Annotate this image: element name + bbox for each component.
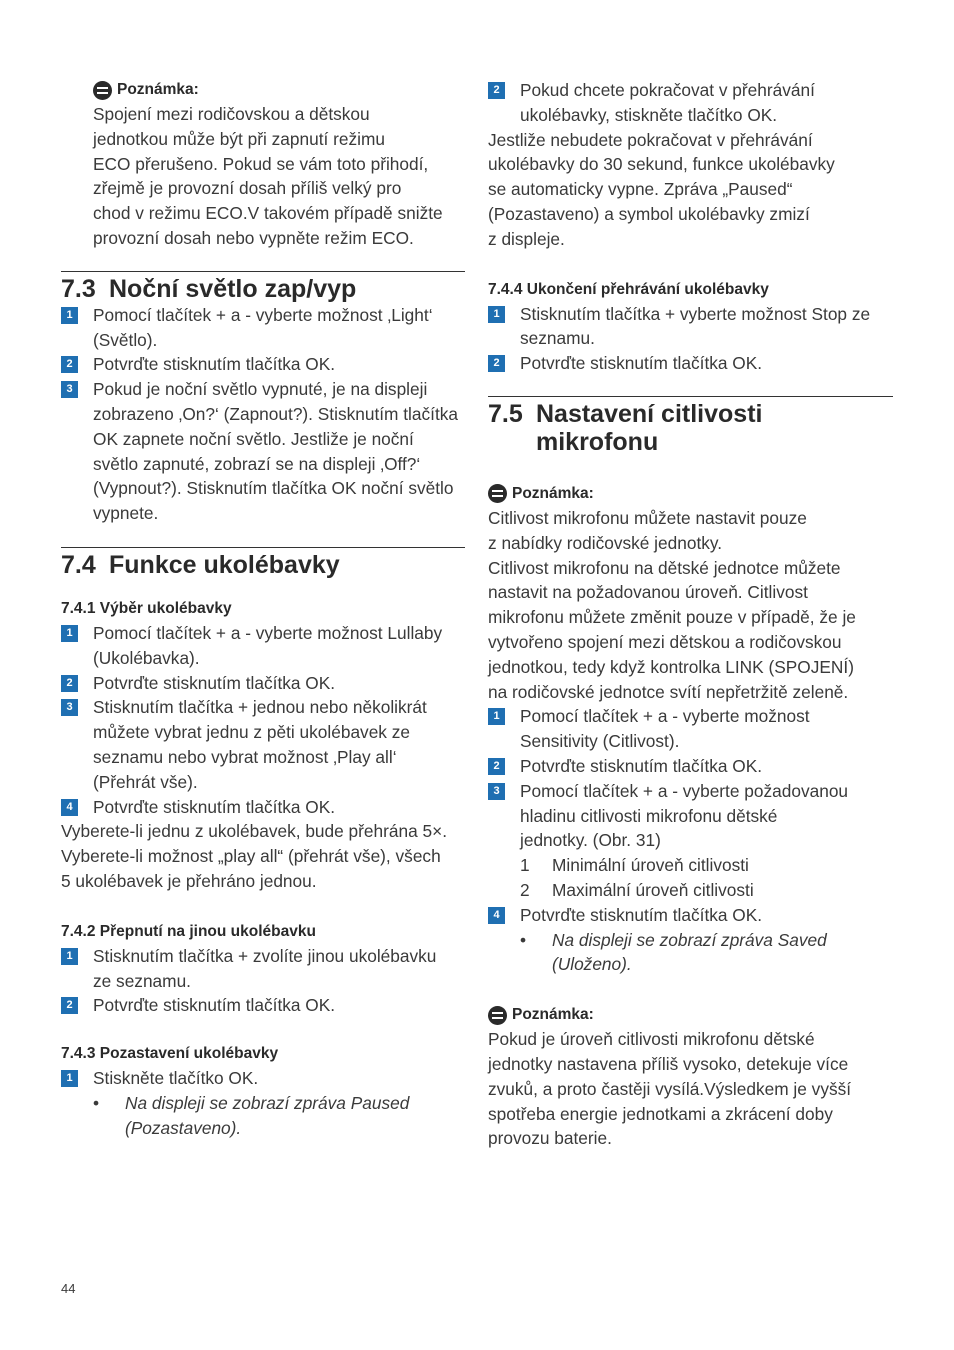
step-item xyxy=(61,303,465,353)
text-line: můžete vybrat jednu z pěti ukolébavek ze xyxy=(93,722,411,743)
text-line: ukolébavky, stiskněte tlačítko OK. xyxy=(520,104,778,125)
text-line: OK zapnete noční světlo. Jestliže je noční xyxy=(93,428,414,449)
text-line: Citlivost mikrofonu můžete nastavit pouze xyxy=(488,507,807,528)
sub-list-number: 2 xyxy=(520,879,530,900)
text-line: zřejmě je provozní dosah příliš velký pro xyxy=(93,178,402,199)
step-number-badge: 1 xyxy=(488,708,505,725)
step-item xyxy=(61,377,465,526)
step-item xyxy=(61,795,465,820)
text-line: Stisknutím tlačítka + jednou nebo několikrát xyxy=(93,697,427,718)
step-number-badge: 1 xyxy=(61,625,78,642)
subsection-heading-7-4-3: 7.4.3 Pozastavení ukolébavky xyxy=(61,1045,279,1063)
text-line: Potvrďte stisknutím tlačítka OK. xyxy=(520,904,763,925)
text-line: Pokud chcete pokračovat v přehrávání xyxy=(520,80,815,100)
text-line: Pomocí tlačítek + a - vyberte možnost ‚Light‘ xyxy=(93,304,433,325)
step-number-badge: 2 xyxy=(488,82,505,99)
step-item xyxy=(488,351,893,376)
section-heading-7-4 xyxy=(61,547,465,579)
step-number-badge: 1 xyxy=(61,948,78,965)
section-title: Funkce ukolébavky xyxy=(109,550,340,579)
bullet-dot: • xyxy=(520,929,527,950)
subsection-heading-7-4-2: 7.4.2 Přepnutí na jinou ukolébavku xyxy=(61,922,316,940)
note-heading xyxy=(93,78,465,102)
step-number-badge: 1 xyxy=(488,306,505,323)
text-line: na rodičovské jednotce svítí nepřetržitě zeleně. xyxy=(488,681,849,702)
text-line: (Pozastaveno). xyxy=(125,1117,242,1138)
text-line: z nabídky rodičovské jednotky. xyxy=(488,532,723,553)
text-line: jednotkou může být při zapnutí režimu xyxy=(93,128,386,149)
step-item xyxy=(61,944,465,994)
step-item xyxy=(61,352,465,377)
text-line: hladinu citlivosti mikrofonu dětské xyxy=(520,805,778,826)
note-text xyxy=(93,102,465,251)
note-title: Poznámka: xyxy=(117,81,199,98)
text-line: světlo zapnuté, zobrazí se na displeji ‚Off?‘ xyxy=(93,453,421,474)
text-line: Stisknutím tlačítka + zvolíte jinou ukolébavku xyxy=(93,945,437,966)
section-number: 7.3 xyxy=(61,274,96,303)
left-column xyxy=(61,78,465,1141)
step-item xyxy=(488,779,893,853)
step-number-badge: 4 xyxy=(61,799,78,816)
step-number-badge: 2 xyxy=(61,997,78,1014)
text-line: Potvrďte stisknutím tlačítka OK. xyxy=(93,995,336,1016)
text-line: zobrazeno ‚On?‘ (Zapnout?). Stisknutím tlačítka xyxy=(93,403,458,424)
section-number: 7.5 xyxy=(488,399,523,428)
sub-list-text: Minimální úroveň citlivosti xyxy=(552,855,749,876)
text-line: se automaticky vypne. Zpráva „Paused“ xyxy=(488,179,793,200)
text-line: mikrofonu můžete změnit pouze v případě, že je xyxy=(488,607,856,628)
text-line: Stisknutím tlačítka + vyberte možnost Stop ze xyxy=(520,303,871,324)
text-line: (Uloženo). xyxy=(552,954,632,975)
text-line: z displeje. xyxy=(488,228,565,249)
note-heading xyxy=(488,1003,893,1027)
text-line: Stiskněte tlačítko OK. xyxy=(93,1068,259,1089)
section-heading-7-5 xyxy=(488,396,893,456)
text-line: seznamu. xyxy=(520,328,595,349)
text-line: ECO přerušeno. Pokud se vám toto přihodí, xyxy=(93,153,429,174)
text-line: Na displeji se zobrazí zpráva Paused xyxy=(125,1092,410,1113)
note-heading xyxy=(488,482,893,506)
note-icon xyxy=(93,81,112,100)
right-column xyxy=(488,78,893,1151)
text-line: Potvrďte stisknutím tlačítka OK. xyxy=(93,354,336,375)
section-heading-7-3 xyxy=(61,271,465,303)
text-line: 5 ukolébavek je přehráno jednou. xyxy=(61,870,317,891)
step-number-badge: 2 xyxy=(488,758,505,775)
bullet-item xyxy=(61,1091,465,1141)
section-title: Noční světlo zap/vyp xyxy=(109,274,357,303)
text-line: ze seznamu. xyxy=(93,970,191,991)
text-line: spotřeba energie jednotkami a zkrácení doby xyxy=(488,1103,833,1124)
step-item xyxy=(61,621,465,671)
step-item xyxy=(61,671,465,696)
sub-list-number: 1 xyxy=(520,855,530,876)
text-line: Citlivost mikrofonu na dětské jednotce můžete xyxy=(488,557,841,578)
text-line: (Vypnout?). Stisknutím tlačítka OK noční světlo xyxy=(93,478,454,499)
step-number-badge: 3 xyxy=(61,699,78,716)
step-item xyxy=(488,302,893,352)
text-line: Potvrďte stisknutím tlačítka OK. xyxy=(93,796,336,817)
section-number: 7.4 xyxy=(61,550,96,579)
step-item xyxy=(488,704,893,754)
text-line: nastavit na požadovanou úroveň. Citlivost xyxy=(488,582,808,603)
text-line: Potvrďte stisknutím tlačítka OK. xyxy=(93,672,336,693)
text-line: Pomocí tlačítek + a - vyberte možnost xyxy=(520,706,810,727)
note-icon xyxy=(488,1006,507,1025)
text-line: jednotkou, tedy když kontrolka LINK (SPOJENÍ) xyxy=(488,656,854,677)
note-text xyxy=(488,1027,893,1151)
text-line: Pomocí tlačítek + a - vyberte možnost Lullaby xyxy=(93,622,443,643)
text-line: provozní dosah nebo vypněte režim ECO. xyxy=(93,227,414,248)
text-line: vytvořeno spojení mezi dětskou a rodičovskou xyxy=(488,631,842,652)
step-item xyxy=(488,78,893,128)
paragraph xyxy=(61,819,465,893)
text-line: Pomocí tlačítek + a - vyberte požadovanou xyxy=(520,780,849,801)
subsection-heading-7-4-1: 7.4.1 Výběr ukolébavky xyxy=(61,599,232,617)
text-line: jednotky. (Obr. 31) xyxy=(520,830,661,851)
paragraph xyxy=(488,128,893,252)
bullet-dot: • xyxy=(93,1092,100,1113)
text-line: provozu baterie. xyxy=(488,1128,612,1149)
text-line: Potvrďte stisknutím tlačítka OK. xyxy=(520,353,763,374)
step-item xyxy=(488,754,893,779)
section-title xyxy=(536,400,762,456)
text-line: Na displeji se zobrazí zpráva Saved xyxy=(552,929,827,950)
text-line: Pokud je noční světlo vypnuté, je na displeji xyxy=(93,379,428,400)
text-line: Jestliže nebudete pokračovat v přehrávání xyxy=(488,129,813,150)
text-line: (Pozastaveno) a symbol ukolébavky zmizí xyxy=(488,203,810,224)
step-number-badge: 4 xyxy=(488,907,505,924)
text-line: (Světlo). xyxy=(93,329,158,350)
sub-list-text: Maximální úroveň citlivosti xyxy=(552,879,754,900)
step-item xyxy=(61,993,465,1018)
step-number-badge: 2 xyxy=(488,355,505,372)
note-text xyxy=(488,506,893,704)
text-line: Potvrďte stisknutím tlačítka OK. xyxy=(520,755,763,776)
sub-list-item xyxy=(488,878,893,903)
page-number: 44 xyxy=(61,1281,76,1296)
step-number-badge: 3 xyxy=(61,381,78,398)
note-title: Poznámka: xyxy=(512,1006,594,1024)
text-line: (Přehrát vše). xyxy=(93,771,198,792)
step-number-badge: 2 xyxy=(61,356,78,373)
text-line: seznamu nebo vybrat možnost ‚Play all‘ xyxy=(93,746,397,767)
step-item xyxy=(488,903,893,928)
text-line: Spojení mezi rodičovskou a dětskou xyxy=(93,104,370,124)
text-line: Vyberete-li možnost „play all“ (přehrát vše), všech xyxy=(61,846,441,867)
note-icon xyxy=(488,484,507,503)
step-number-badge: 1 xyxy=(61,1070,78,1087)
step-number-badge: 2 xyxy=(61,675,78,692)
text-line: jednotky nastavena příliš vysoko, detekuje více xyxy=(488,1053,849,1074)
text-line: chod v režimu ECO.V takovém případě snižte xyxy=(93,203,443,224)
text-line: ukolébavky do 30 sekund, funkce ukolébavky xyxy=(488,154,835,175)
text-line: Nastavení citlivosti xyxy=(536,399,763,428)
step-item xyxy=(61,695,465,794)
subsection-heading-7-4-4: 7.4.4 Ukončení přehrávání ukolébavky xyxy=(488,280,769,298)
text-line: mikrofonu xyxy=(536,427,659,456)
step-item xyxy=(61,1066,465,1091)
text-line: (Ukolébavka). xyxy=(93,647,200,668)
note-block xyxy=(61,78,465,251)
text-line: Vyberete-li jednu z ukolébavek, bude přehrána 5×. xyxy=(61,821,448,842)
sub-list-item xyxy=(488,853,893,878)
text-line: vypnete. xyxy=(93,503,159,524)
bullet-item xyxy=(488,928,893,978)
text-line: Sensitivity (Citlivost). xyxy=(520,731,680,752)
step-number-badge: 1 xyxy=(61,307,78,324)
step-number-badge: 3 xyxy=(488,783,505,800)
text-line: Pokud je úroveň citlivosti mikrofonu dětské xyxy=(488,1029,815,1050)
text-line: zvuků, a proto častěji vysílá.Výsledkem je vyšší xyxy=(488,1078,852,1099)
note-title: Poznámka: xyxy=(512,484,594,502)
